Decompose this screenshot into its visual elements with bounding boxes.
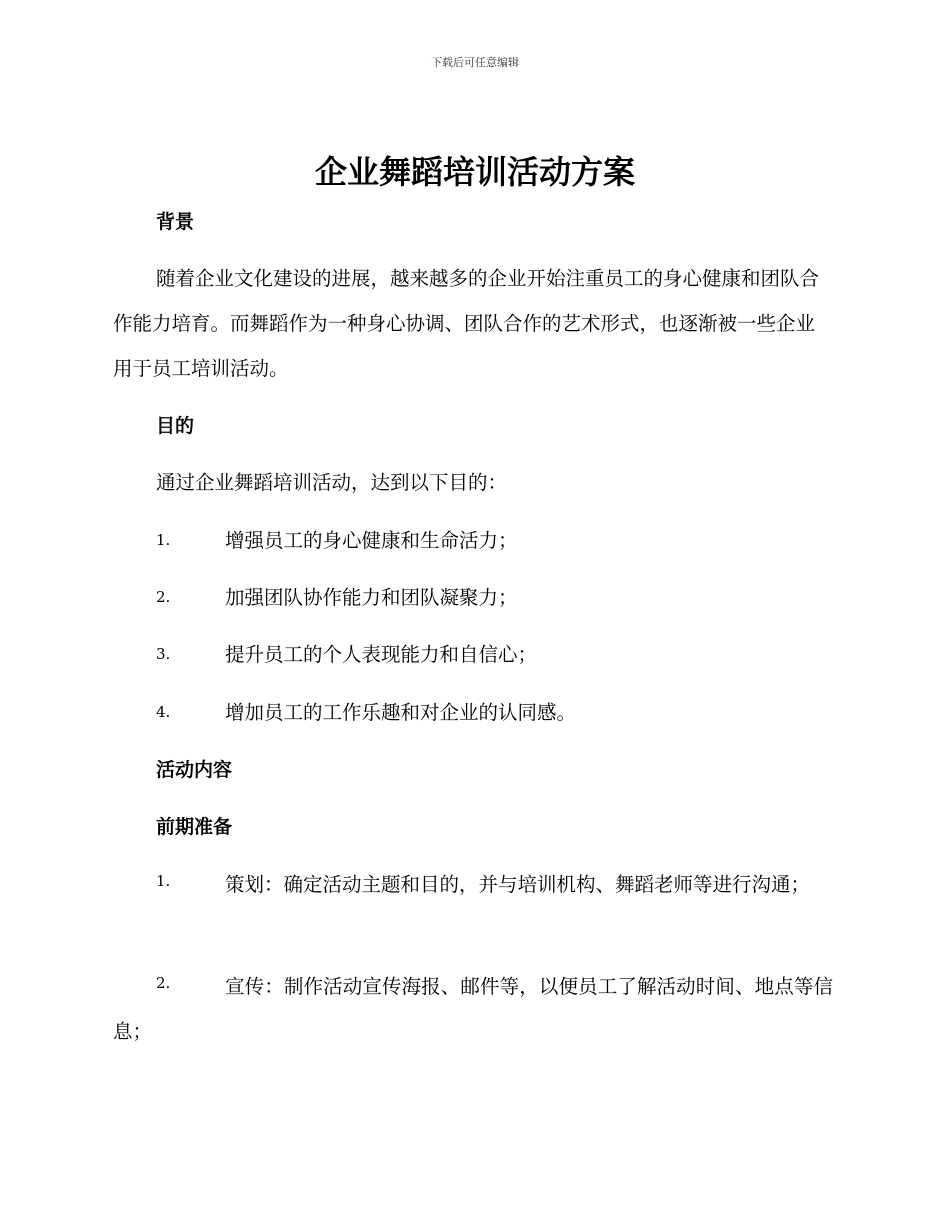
- list-number: 3.: [156, 645, 171, 663]
- purpose-list-item: [156, 699, 833, 727]
- subheading-preparation: 前期准备: [156, 816, 233, 838]
- purpose-intro: 通过企业舞蹈培训活动，达到以下目的：: [156, 471, 508, 494]
- document-title: 企业舞蹈培训活动方案: [314, 153, 635, 191]
- list-item-text: 增强员工的身心健康和生命活力；: [225, 529, 518, 552]
- section-heading-purpose: 目的: [156, 415, 195, 437]
- list-item-text: 增加员工的工作乐趣和对企业的认同感。: [225, 701, 577, 724]
- background-paragraph: 随着企业文化建设的进展，越来越多的企业开始注重员工的身心健康和团队合作能力培育。而舞蹈作为一种身心协调、团队合作的艺术形式，也逐渐被一些企业用于员工培训活动。: [113, 267, 820, 380]
- list-number: 2.: [156, 974, 171, 992]
- page-header-watermark: 下载后可任意编辑: [431, 56, 519, 69]
- list-item-text: 宣传：制作活动宣传海报、邮件等，以便员工了解活动时间、地点等信息；: [113, 975, 833, 1043]
- list-number: 1.: [156, 872, 171, 890]
- purpose-list-item: [156, 584, 833, 612]
- list-item-text: 加强团队协作能力和团队凝聚力；: [225, 586, 518, 609]
- list-number: 4.: [156, 703, 171, 721]
- purpose-list-item: [156, 527, 833, 555]
- list-item-text: 提升员工的个人表现能力和自信心；: [225, 643, 538, 666]
- list-number: 2.: [156, 588, 171, 606]
- section-heading-activity: 活动内容: [156, 759, 233, 781]
- section-heading-background: 背景: [156, 211, 195, 233]
- preparation-list-item: [113, 964, 833, 1054]
- purpose-list-item: [156, 641, 833, 669]
- list-number: 1.: [156, 531, 171, 549]
- preparation-list-item: [113, 862, 833, 907]
- list-item-text: 策划：确定活动主题和目的，并与培训机构、舞蹈老师等进行沟通；: [225, 873, 811, 896]
